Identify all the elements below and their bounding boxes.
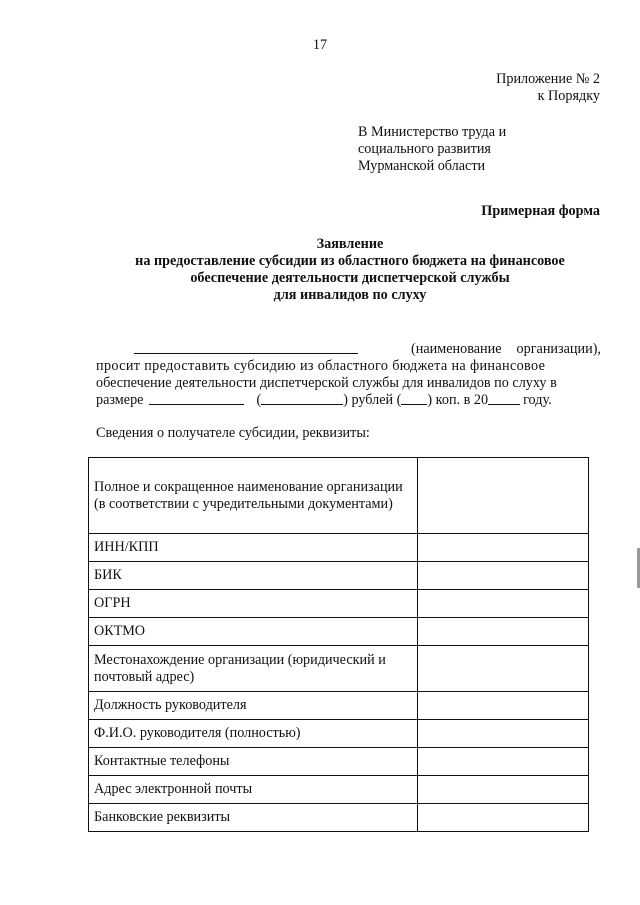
table-row [89, 776, 589, 804]
row-value-field[interactable] [418, 458, 589, 534]
year-blank[interactable] [488, 392, 520, 405]
body-line-2-text: просит предоставить субсидию из областного бюджета на финансовое [96, 358, 546, 374]
amount-line [96, 392, 601, 409]
body-line-3 [96, 375, 601, 392]
row-value-field[interactable] [418, 562, 589, 590]
addressee-line-1: В Министерство труда и [358, 124, 507, 140]
amount-rubles-label: ) рублей ( [343, 392, 402, 408]
appendix-reference [496, 71, 600, 105]
amount-prefix: размере [96, 392, 144, 408]
form-type-label: Примерная форма [481, 203, 600, 219]
body-line-2 [96, 358, 601, 375]
application-paragraph [96, 341, 601, 409]
row-label: Местонахождение организации (юридический и почтовый адрес) [89, 646, 418, 692]
row-label: Полное и сокращенное наименование организации (в соответствии с учредительными документами) [89, 458, 418, 534]
appendix-line-1: Приложение № 2 [496, 71, 600, 87]
row-label: Адрес электронной почты [89, 776, 418, 804]
row-value-field[interactable] [418, 534, 589, 562]
row-value-field[interactable] [418, 748, 589, 776]
table-row [89, 590, 589, 618]
row-label: ОГРН [89, 590, 418, 618]
title-line-4: для инвалидов по слуху [273, 287, 427, 303]
page-number: 17 [312, 37, 328, 53]
table-row [89, 646, 589, 692]
addressee-line-3: Мурманской области [358, 158, 486, 174]
row-label: БИК [89, 562, 418, 590]
table-row [89, 804, 589, 832]
row-value-field[interactable] [418, 720, 589, 748]
amount-kop-blank[interactable] [401, 392, 427, 405]
amount-words-blank[interactable] [261, 392, 343, 405]
year-label: году. [523, 392, 552, 408]
row-label: ОКТМО [89, 618, 418, 646]
table-row [89, 562, 589, 590]
org-name-hint: (наименование [411, 341, 502, 357]
title-line-2: на предоставление субсидии из областного бюджета на финансовое [135, 253, 565, 269]
amount-open-paren: ( [256, 392, 262, 408]
appendix-line-2: к Порядку [537, 88, 600, 104]
recipient-details-table [88, 457, 589, 832]
row-value-field[interactable] [418, 618, 589, 646]
table-row [89, 534, 589, 562]
row-label: Ф.И.О. руководителя (полностью) [89, 720, 418, 748]
addressee-line-2: социального развития [358, 141, 491, 157]
row-value-field[interactable] [418, 804, 589, 832]
document-title [60, 236, 640, 304]
title-line-3: обеспечение деятельности диспетчерской службы [190, 270, 510, 286]
row-value-field[interactable] [418, 646, 589, 692]
table-row [89, 458, 589, 534]
org-name-line [96, 341, 601, 358]
row-value-field[interactable] [418, 692, 589, 720]
table-row [89, 720, 589, 748]
row-label: Банковские реквизиты [89, 804, 418, 832]
table-row [89, 748, 589, 776]
addressee-block [358, 124, 506, 175]
row-label: ИНН/КПП [89, 534, 418, 562]
recipient-details-heading: Сведения о получателе субсидии, реквизиты: [96, 425, 370, 441]
row-value-field[interactable] [418, 776, 589, 804]
title-line-1: Заявление [316, 236, 384, 252]
row-label: Контактные телефоны [89, 748, 418, 776]
amount-kop-label: ) коп. в 20 [427, 392, 489, 408]
org-name-hint-2: организации), [516, 341, 601, 357]
body-line-3-text: обеспечение деятельности диспетчерской службы для инвалидов по слуху в [96, 375, 557, 391]
org-name-blank[interactable] [134, 341, 358, 354]
amount-numeric-blank[interactable] [149, 392, 244, 405]
table-row [89, 618, 589, 646]
row-label: Должность руководителя [89, 692, 418, 720]
row-value-field[interactable] [418, 590, 589, 618]
table-row [89, 692, 589, 720]
